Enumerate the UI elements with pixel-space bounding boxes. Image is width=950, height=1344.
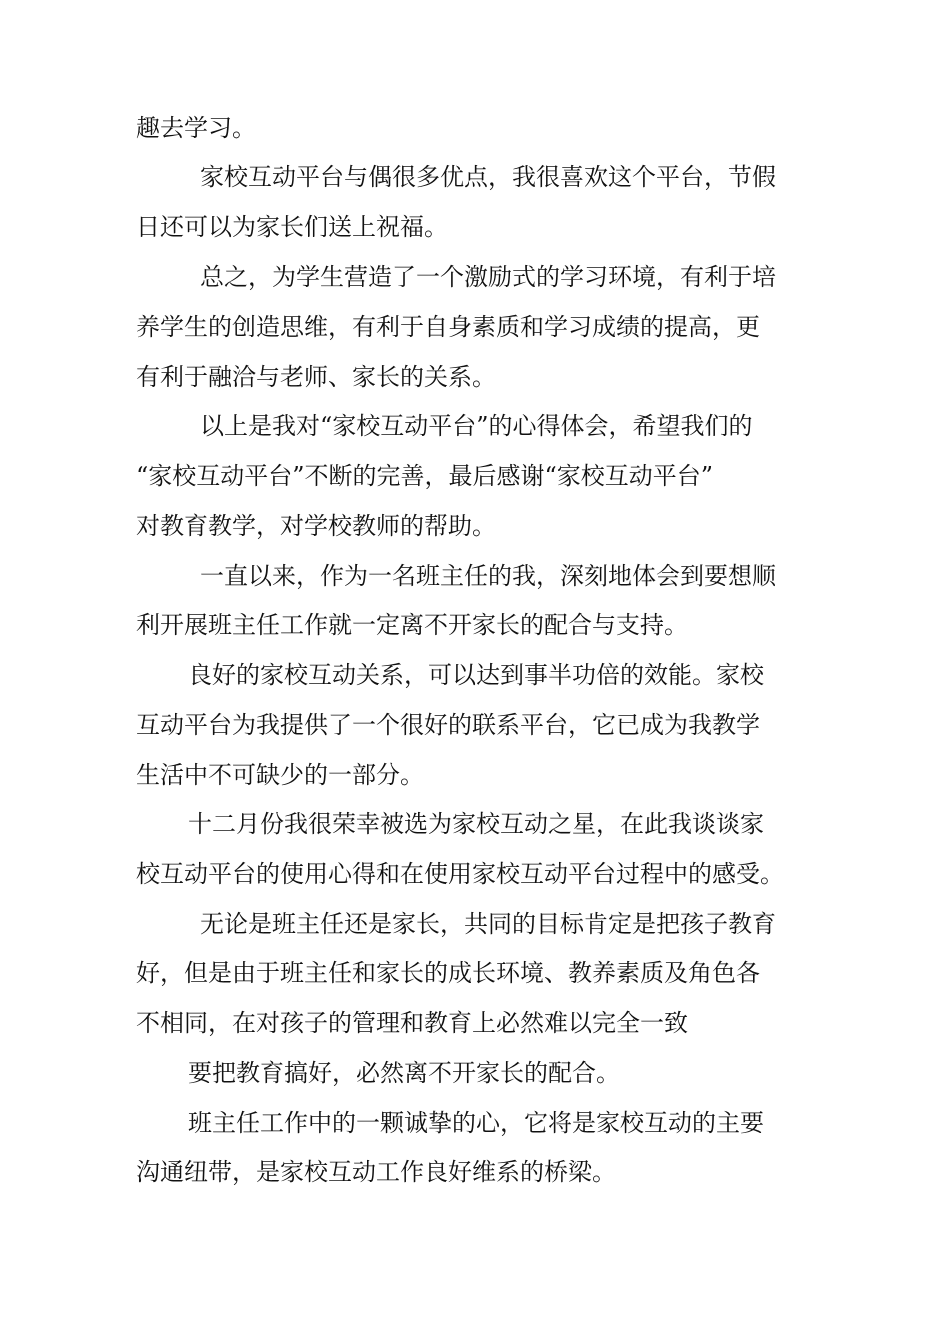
paragraph-5-line-1: 一直以来，作为一名班主任的我，深刻地体会到要想顺: [200, 562, 776, 590]
paragraph-6-line-1: 良好的家校互动关系，可以达到事半功倍的效能。家校: [188, 661, 764, 689]
paragraph-10-line-2: 沟通纽带，是家校互动工作良好维系的桥梁。: [136, 1158, 616, 1186]
paragraph-5-line-2: 利开展班主任工作就一定离不开家长的配合与支持。: [136, 611, 688, 639]
paragraph-3-line-2: 养学生的创造思维，有利于自身素质和学习成绩的提高，更: [136, 313, 760, 341]
paragraph-2-line-1: 家校互动平台与偶很多优点，我很喜欢这个平台，节假: [200, 163, 776, 191]
paragraph-9-line-1: 要把教育搞好，必然离不开家长的配合。: [188, 1059, 620, 1087]
paragraph-4-line-2: “家校互动平台”不断的完善，最后感谢“家校互动平台”: [136, 462, 714, 490]
paragraph-10-line-1: 班主任工作中的一颗诚挚的心，它将是家校互动的主要: [188, 1109, 764, 1137]
paragraph-4-line-3: 对教育教学，对学校教师的帮助。: [136, 512, 496, 540]
paragraph-8-line-2: 好，但是由于班主任和家长的成长环境、教养素质及角色各: [136, 959, 760, 987]
paragraph-8-line-1: 无论是班主任还是家长，共同的目标肯定是把孩子教育: [200, 910, 776, 938]
paragraph-7-line-2: 校互动平台的使用心得和在使用家校互动平台过程中的感受。: [136, 860, 784, 888]
paragraph-3-line-1: 总之，为学生营造了一个激励式的学习环境，有利于培: [200, 263, 776, 291]
paragraph-3-line-3: 有利于融洽与老师、家长的关系。: [136, 363, 496, 391]
paragraph-4-line-1: 以上是我对“家校互动平台”的心得体会，希望我们的: [200, 412, 753, 440]
paragraph-7-line-1: 十二月份我很荣幸被选为家校互动之星，在此我谈谈家: [188, 810, 764, 838]
paragraph-1-line-1: 趣去学习。: [136, 114, 256, 142]
paragraph-6-line-2: 互动平台为我提供了一个很好的联系平台，它已成为我教学: [136, 711, 760, 739]
paragraph-8-line-3: 不相同，在对孩子的管理和教育上必然难以完全一致: [136, 1009, 688, 1037]
paragraph-6-line-3: 生活中不可缺少的一部分。: [136, 761, 424, 789]
paragraph-2-line-2: 日还可以为家长们送上祝福。: [136, 213, 448, 241]
